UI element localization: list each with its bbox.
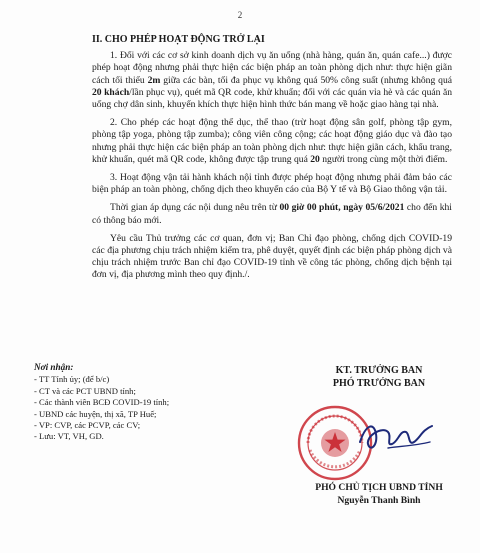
paragraph-2-text-c: người trong cùng một thời điểm.	[319, 153, 448, 165]
paragraph-1-text-a: 1. Đối với các cơ sở kinh doanh dịch vụ ăn uống (nhà hàng, quán ăn, quán cafe...) được phép hoạt động nhưng phải thực hiện các biện pháp an toàn phòng dịch như: thực hiện giãn cách tối thiểu	[92, 50, 452, 86]
paragraph-1	[92, 50, 452, 111]
signer-position: PHÓ CHỦ TỊCH UBND TỈNH	[315, 482, 443, 493]
paragraph-1-text-c: giữa các bàn, tối đa phục vụ không quá 50% công suất (nhưng không quá	[160, 74, 453, 86]
recipient-item: - TT Tỉnh ủy; (để b/c)	[34, 374, 110, 385]
paragraph-5: Yêu cầu Thủ trưởng các cơ quan, đơn vị; Ban Chỉ đạo phòng, chống dịch COVID-19 các địa phương chịu trách nhiệm kiểm tra, phê duyệt, quyết định các biện pháp phòng dịch và chịu trách nhiệm trước Ban chỉ đạo COVID-19 tỉnh về công tác phòng, chống dịch bệnh tại đơn vị, địa phương mình theo quy định./.	[92, 232, 452, 281]
document-body	[92, 34, 452, 288]
document-footer	[34, 362, 464, 542]
recipient-item: - CT và các PCT UBND tỉnh;	[34, 385, 136, 396]
paragraph-4	[92, 202, 452, 226]
paragraph-4-bold-1: 00 giờ 00 phút, ngày 05/6/2021	[279, 202, 405, 214]
paragraph-1-text-d: /lần phục vụ), quét mã QR code, khử khuẩn; đối với các quán vỉa hè và các quán ăn uống chợ dân sinh, khuyến khích thực hiện hình thức bán mang về hoặc giao hàng tại nhà.	[92, 86, 452, 111]
paragraph-1-bold-1: 2m	[147, 74, 161, 86]
signature-icon	[352, 412, 440, 462]
recipients-title: Nơi nhận:	[34, 362, 74, 372]
signer-line-2: PHÓ TRƯỞNG BAN	[332, 378, 426, 389]
signer-line-1: KT. TRƯỞNG BAN	[335, 365, 423, 376]
recipient-item: - VP: CVP, các PCVP, các CV;	[34, 420, 141, 431]
paragraph-3: 3. Hoạt động vận tải hành khách nội tỉnh được phép hoạt động nhưng phải đảm bảo các biện pháp an toàn phòng, chống dịch theo khuyến cáo của Bộ Y tế và Bộ Giao thông vận tải.	[92, 172, 452, 196]
signer-name: Nguyễn Thanh Bình	[337, 494, 421, 506]
paragraph-2-text-a: 2. Cho phép các hoạt động thể dục, thể thao (trừ hoạt động sân golf, phòng tập gym, phòng tập yoga, phòng tập zumba); công viên công cộng; các hoạt động giáo dục và đào tạo nhưng phải thực hiện các biện pháp an toàn phòng dịch như: thực hiện giãn cách, khẩu trang, khử khuẩn, quét mã QR code, không được tập trung quá	[92, 117, 452, 165]
paragraph-2-bold-1: 20	[310, 153, 320, 165]
recipient-item: - UBND các huyện, thị xã, TP Huế;	[34, 408, 157, 419]
paragraph-2	[92, 117, 452, 166]
paragraph-4-text-c: cho đến khi có thông báo mới.	[92, 202, 452, 226]
recipient-item: - Các thành viên BCĐ COVID-19 tỉnh;	[34, 397, 170, 408]
recipient-item: - Lưu: VT, VH, GD.	[34, 431, 104, 442]
paragraph-1-bold-2: 20 khách	[92, 86, 130, 98]
section-title: II. CHO PHÉP HOẠT ĐỘNG TRỞ LẠI	[92, 34, 265, 45]
paragraph-4-text-a: Thời gian áp dụng các nội dung nêu trên từ	[110, 202, 280, 214]
signer-title-block	[284, 364, 474, 390]
signer-signature-block	[284, 482, 474, 507]
page-number: 2	[237, 10, 243, 20]
recipients-block	[34, 362, 254, 443]
